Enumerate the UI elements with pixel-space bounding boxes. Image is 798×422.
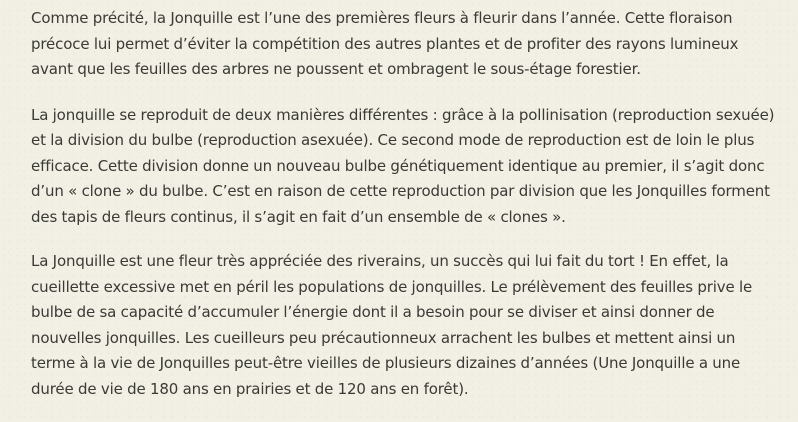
paragraph-floraison: Comme précité, la Jonquille est l’une des premières fleurs à fleurir dans l’année. Cette floraison précoce lui permet d’éviter la compétition des autres plantes et de profiter des rayons lumineux avant que les feuilles des arbres ne poussent et ombragent le sous-étage forestier. bbox=[31, 9, 739, 78]
paragraph-reproduction: La jonquille se reproduit de deux manières différentes : grâce à la pollinisation (reproduction sexuée) et la division du bulbe (reproduction asexuée). Ce second mode de reproduction est de loin le plus efficace. Cette division donne un nouveau bulbe génétiquement identique au premier, il s’agit donc d’un « clone » du bulbe. C’est en raison de cette reproduction par division que les Jonquilles forment des tapis de fleurs continus, il s’agit en fait d’un ensemble de « clones ». bbox=[31, 105, 775, 226]
paragraph-cueillette: La Jonquille est une fleur très appréciée des riverains, un succès qui lui fait du tort ! En effet, la cueillette excessive met en péril les populations de jonquilles. Le prélèvement des feuilles prive le bulbe de sa capacité d’accumuler l’énergie dont il a besoin pour se diviser et ainsi donner de nouvelles jonquilles. Les cueilleurs peu précautionneux arrachent les bulbes et mettent ainsi un terme à la vie de Jonquilles peut-être vieilles de plusieurs dizaines d’années (Une Jonquille a une durée de vie de 180 ans en prairies et de 120 ans en forêt). bbox=[31, 252, 753, 398]
article-body bbox=[31, 6, 783, 422]
